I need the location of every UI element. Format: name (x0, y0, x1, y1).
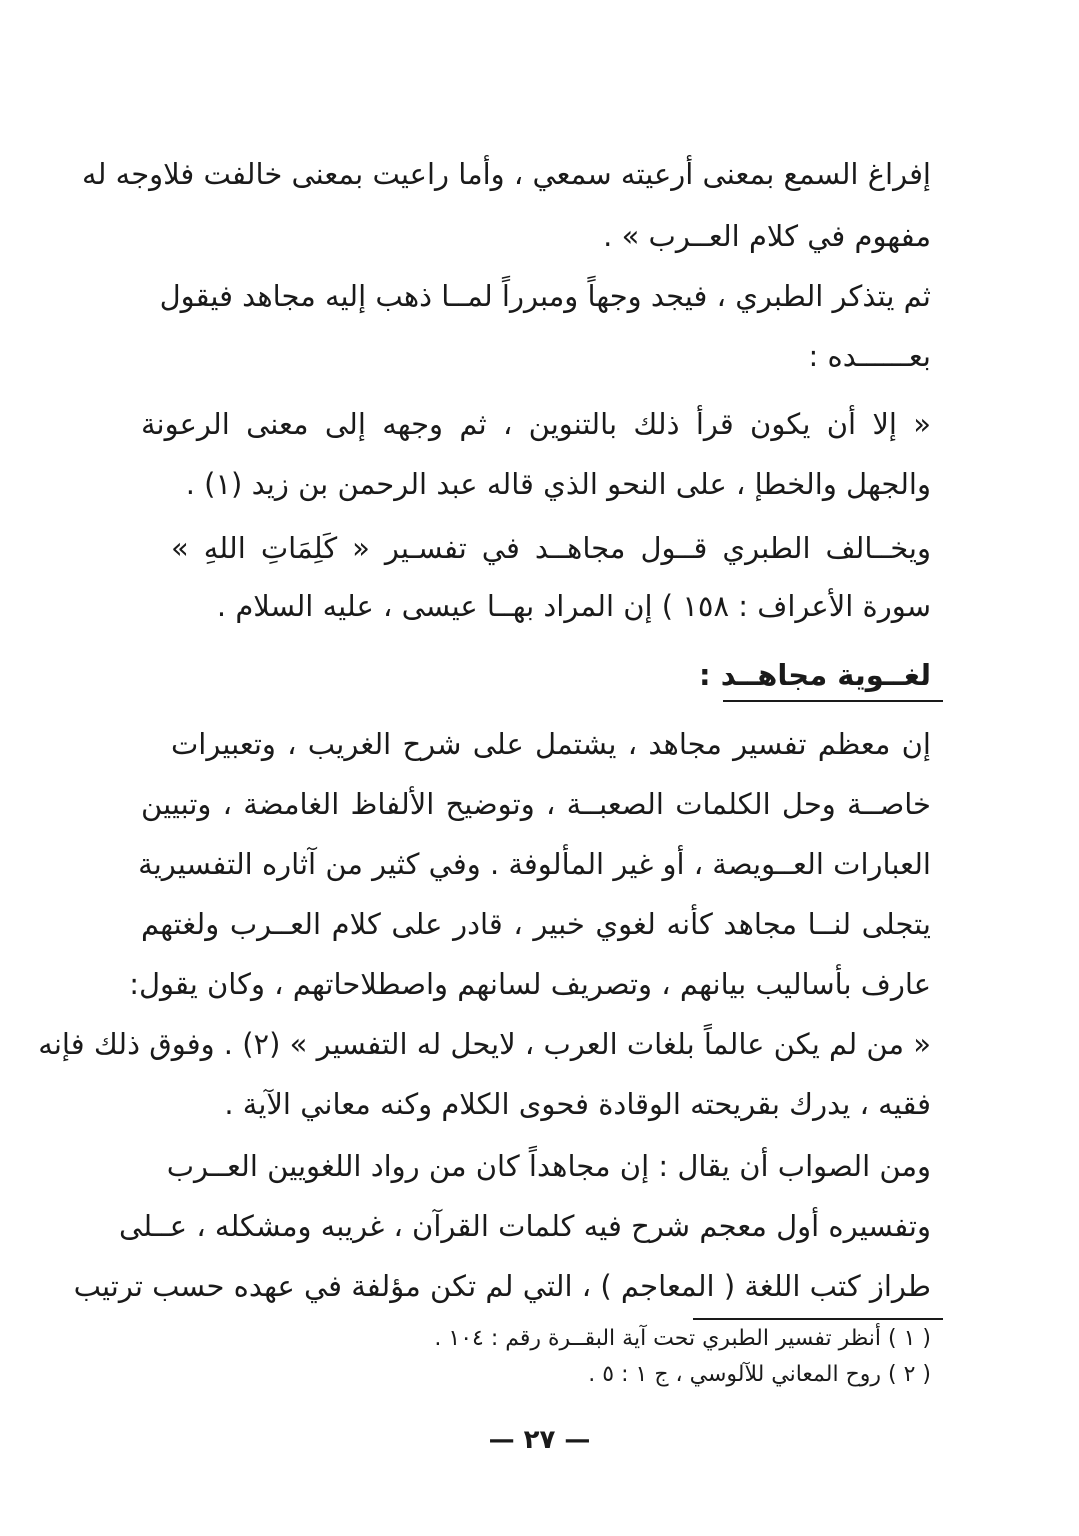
heading-underline (723, 700, 943, 702)
footnote: ( ٢ ) روح المعاني للآلوسي ، ج ١ : ٥ . (588, 1362, 931, 1387)
footnote: ( ١ ) أنظر تفسير الطبري تحت آية البقــرة رقم : ١٠٤ . (434, 1326, 931, 1351)
section-line: « من لم يكن عالماً بلغات العرب ، لايحل له التفسير » (٢) . وفوق ذلك فإنه (38, 1027, 931, 1061)
body-line: سورة الأعراف : ١٥٨ ) إن المراد بهــا عيسى ، عليه السلام . (216, 589, 931, 623)
section-line: وتفسيره أول معجم شرح فيه كلمات القرآن ، غريبه ومشكله ، عــلى (119, 1209, 931, 1243)
footnote-separator (693, 1318, 943, 1320)
body-line: بعــــــده : (808, 339, 931, 373)
section-line: عارف بأساليب بيانهم ، وتصريف لسانهم واصطلاحاتهم ، وكان يقول: (129, 967, 931, 1001)
body-line: « إلا أن يكون قرأ ذلك بالتنوين ، ثم وجهه إلى معنى الرعونة (141, 407, 931, 441)
page-number: — ٢٧ — (488, 1425, 591, 1455)
section-line: طراز كتب اللغة ( المعاجم ) ، التي لم تكن مؤلفة في عهده حسب ترتيب (73, 1269, 931, 1303)
body-line: ويخــالف الطبري قــول مجاهــد في تفسـير « كَلِمَاتِ اللهِ » (171, 531, 931, 565)
section-line: يتجلى لنــا مجاهد كأنه لغوي خبير ، قادر على كلام العــرب ولغتهم (141, 907, 931, 941)
body-line: ثم يتذكر الطبري ، فيجد وجهاً ومبرراً لمــا ذهب إليه مجاهد فيقول (159, 279, 931, 313)
section-heading: لغــوية مجاهــد : (699, 658, 931, 692)
section-line: خاصــة وحل الكلمات الصعبــة ، وتوضيح الألفاظ الغامضة ، وتبيين (141, 787, 931, 821)
body-line: مفهوم في كلام العــرب » . (603, 219, 931, 253)
section-line: ومن الصواب أن يقال : إن مجاهداً كان من رواد اللغويين العــرب (166, 1149, 931, 1183)
body-line: إفراغ السمع بمعنى أرعيته سمعي ، وأما راعيت بمعنى خالفت فلاوجه له (82, 157, 931, 191)
section-line: فقيه ، يدرك بقريحته الوقادة فحوى الكلام وكنه معاني الآية . (224, 1087, 931, 1121)
section-line: إن معظم تفسير مجاهد ، يشتمل على شرح الغريب ، وتعبيرات (171, 727, 931, 761)
section-line: العبارات العــويصة ، أو غير المألوفة . وفي كثير من آثاره التفسيرية (138, 847, 931, 881)
body-line: والجهل والخطإ ، على النحو الذي قاله عبد الرحمن بن زيد (١) . (185, 467, 931, 501)
